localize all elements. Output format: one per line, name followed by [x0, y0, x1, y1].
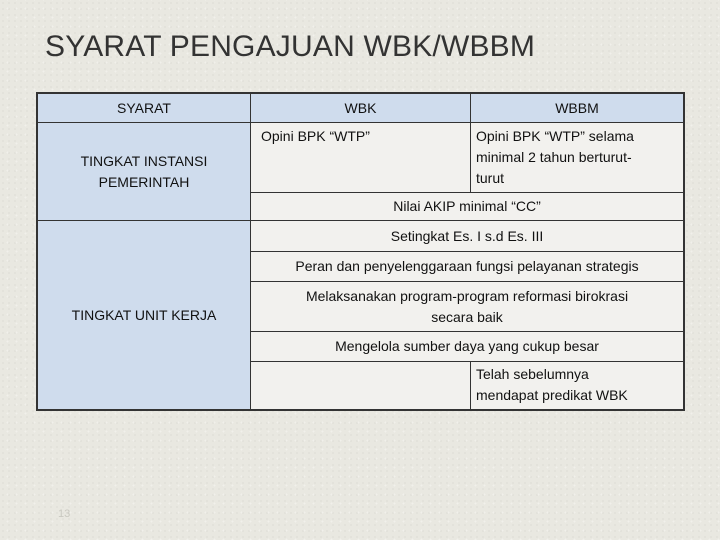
header-wbbm-label: WBBM	[555, 99, 599, 116]
unit-kerja-label: TINGKAT UNIT KERJA	[71, 306, 217, 323]
wbk-opini-cell	[251, 123, 471, 193]
predikat-line1: Telah sebelumnya	[476, 366, 589, 382]
header-wbk-label: WBK	[344, 99, 377, 116]
header-syarat-label: SYARAT	[117, 99, 171, 116]
wbbm-predikat-cell	[471, 362, 683, 409]
wbbm-opini-cell	[471, 123, 683, 193]
melaksanakan-line2: secara baik	[431, 308, 503, 325]
predikat-line2: mendapat predikat WBK	[476, 387, 628, 403]
setingkat-text: Setingkat Es. I s.d Es. III	[390, 227, 544, 244]
peran-cell	[251, 252, 683, 282]
row-label-instansi	[38, 123, 251, 221]
akip-cell	[251, 193, 683, 221]
header-wbbm	[471, 94, 683, 123]
melaksanakan-line1: Melaksanakan program-program reformasi birokrasi	[305, 287, 629, 304]
mengelola-text: Mengelola sumber daya yang cukup besar	[335, 338, 599, 354]
row-label-unit-kerja	[38, 221, 251, 409]
wbbm-opini-line2: minimal 2 tahun berturut-	[476, 149, 632, 165]
mengelola-cell	[251, 332, 683, 362]
wbbm-opini-line3: turut	[476, 170, 505, 186]
wbk-opini-text: Opini BPK “WTP”	[261, 128, 370, 144]
akip-text: Nilai AKIP minimal “CC”	[393, 198, 541, 214]
melaksanakan-cell	[251, 282, 683, 332]
wbbm-opini-line1: Opini BPK “WTP” selama	[476, 128, 634, 144]
requirements-table	[36, 92, 685, 411]
slide-title: SYARAT PENGAJUAN WBK/WBBM	[45, 30, 536, 63]
header-wbk	[251, 94, 471, 123]
wbk-predikat-empty-cell	[251, 362, 471, 409]
instansi-label-line2: PEMERINTAH	[98, 173, 190, 190]
page-number: 13	[58, 508, 71, 520]
peran-text: Peran dan penyelenggaraan fungsi pelayanan strategis	[295, 258, 639, 274]
header-syarat	[38, 94, 251, 123]
setingkat-cell	[251, 221, 683, 252]
instansi-label-line1: TINGKAT INSTANSI	[80, 152, 208, 169]
